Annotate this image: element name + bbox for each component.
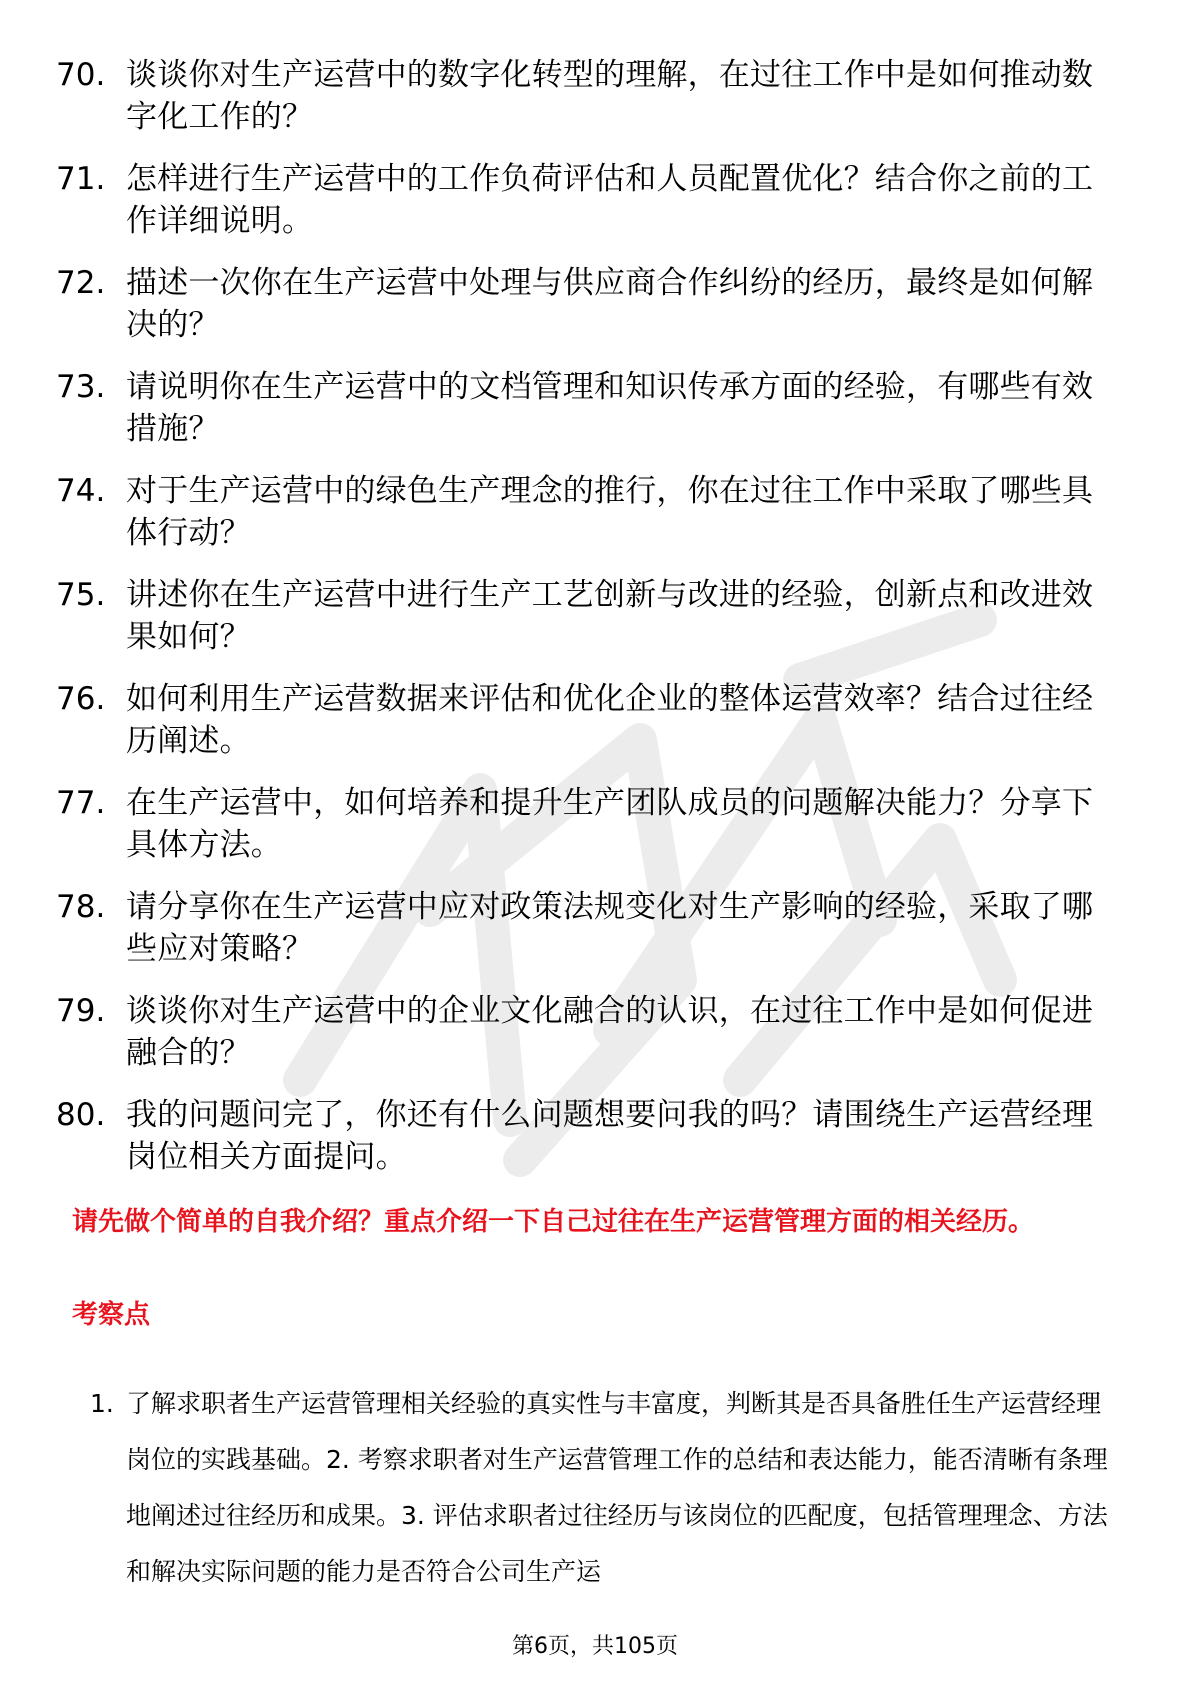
list-item (56, 1094, 1116, 1198)
question-number: 80. (56, 1097, 106, 1133)
question-text: 描述一次你在生产运营中处理与供应商合作纠纷的经历，最终是如何解决的？ (126, 265, 1094, 343)
point-text: 了解求职者生产运营管理相关经验的真实性与丰富度，判断其是否具备胜任生产运营经理岗位的实践基础。2. 考察求职者对生产运营管理工作的总结和表达能力，能否清晰有条理地阐述过往经历和成果。3. 评估求职者过往经历与该岗位的匹配度，包括管理理念、方法和解决实际问题的能力是否符合公司生产运 (126, 1389, 1108, 1586)
point-number: 1. (90, 1389, 114, 1418)
question-number: 77. (56, 785, 106, 821)
question-text: 对于生产运营中的绿色生产理念的推行，你在过往工作中采取了哪些具体行动？ (126, 473, 1094, 551)
question-text: 我的问题问完了，你还有什么问题想要问我的吗？请围绕生产运营经理岗位相关方面提问。 (126, 1097, 1094, 1175)
question-number: 75. (56, 577, 106, 613)
list-item (56, 782, 1116, 886)
list-item (90, 1376, 1120, 1600)
focus-question-heading: 请先做个简单的自我介绍？重点介绍一下自己过往在生产运营管理方面的相关经历。 (72, 1207, 1035, 1237)
question-number: 73. (56, 369, 106, 405)
question-number: 79. (56, 993, 106, 1029)
list-item (56, 158, 1116, 262)
question-list (56, 54, 1116, 1198)
list-item (56, 470, 1116, 574)
list-item (56, 990, 1116, 1094)
question-number: 72. (56, 265, 106, 301)
question-number: 70. (56, 57, 106, 93)
question-text: 在生产运营中，如何培养和提升生产团队成员的问题解决能力？分享下具体方法。 (126, 785, 1094, 863)
question-text: 谈谈你对生产运营中的企业文化融合的认识，在过往工作中是如何促进融合的？ (126, 993, 1094, 1071)
question-number: 78. (56, 889, 106, 925)
question-text: 请分享你在生产运营中应对政策法规变化对生产影响的经验，采取了哪些应对策略？ (126, 889, 1094, 967)
question-number: 71. (56, 161, 106, 197)
list-item (56, 366, 1116, 470)
question-number: 76. (56, 681, 106, 717)
question-text: 谈谈你对生产运营中的数字化转型的理解，在过往工作中是如何推动数字化工作的？ (126, 57, 1094, 135)
question-text: 怎样进行生产运营中的工作负荷评估和人员配置优化？结合你之前的工作详细说明。 (126, 161, 1094, 239)
list-item (56, 678, 1116, 782)
list-item (56, 54, 1116, 158)
page-footer: 第6页，共105页 (512, 1634, 678, 1659)
list-item (56, 262, 1116, 366)
question-text: 请说明你在生产运营中的文档管理和知识传承方面的经验，有哪些有效措施？ (126, 369, 1094, 447)
assessment-points-list (90, 1376, 1120, 1600)
list-item (56, 574, 1116, 678)
question-text: 讲述你在生产运营中进行生产工艺创新与改进的经验，创新点和改进效果如何？ (126, 577, 1094, 655)
question-text: 如何利用生产运营数据来评估和优化企业的整体运营效率？结合过往经历阐述。 (126, 681, 1094, 759)
question-number: 74. (56, 473, 106, 509)
assessment-points-label: 考察点 (72, 1300, 151, 1330)
list-item (56, 886, 1116, 990)
